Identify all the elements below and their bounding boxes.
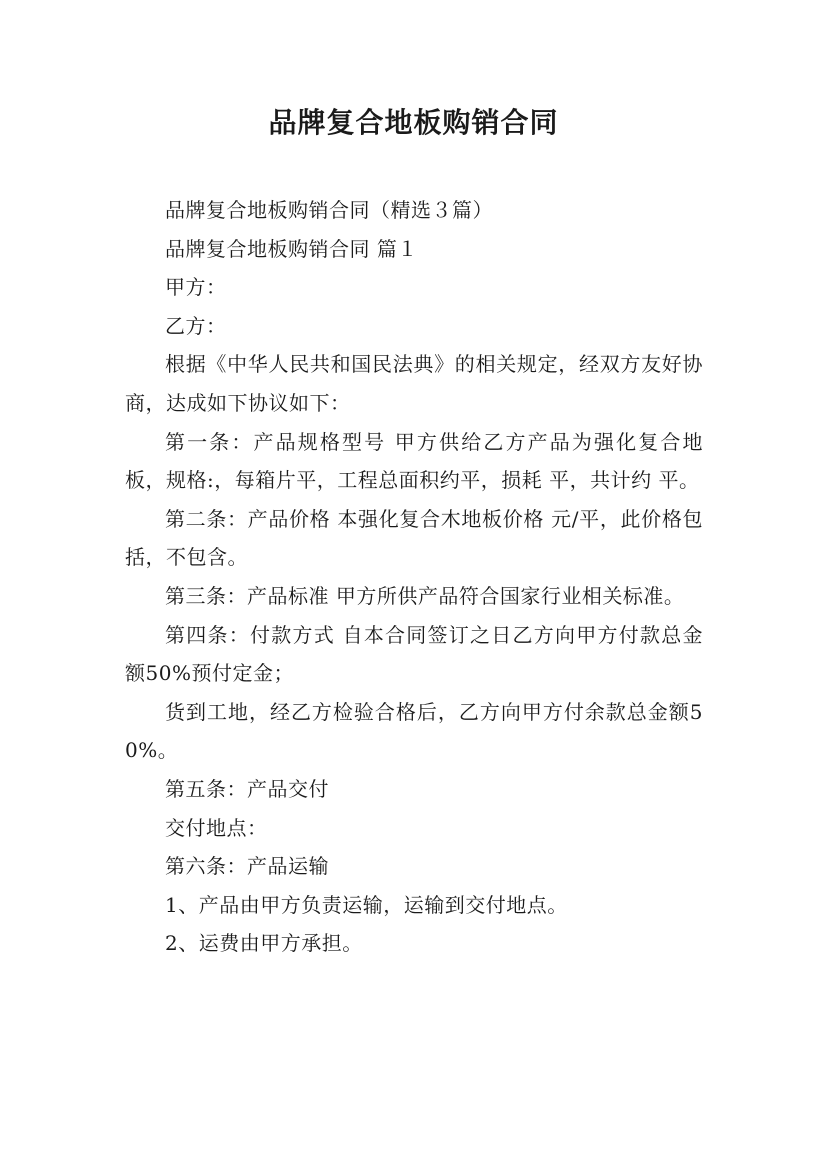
- paragraph-transport-item-1: 1、产品由甲方负责运输，运输到交付地点。: [165, 892, 568, 917]
- paragraph-article-1: 第一条：产品规格型号 甲方供给乙方产品为强化复合地板，规格:，每箱片平，工程总面积约平，损耗 平，共计约 平。: [125, 429, 703, 493]
- paragraph-article-4-balance: 货到工地，经乙方检验合格后，乙方向甲方付余款总金额50%。: [125, 699, 703, 763]
- paragraph-article-4: 第四条：付款方式 自本合同签订之日乙方向甲方付款总金额50%预付定金；: [125, 622, 703, 686]
- paragraph-delivery-location: 交付地点：: [165, 815, 268, 840]
- document-body: [125, 191, 703, 963]
- paragraph-article-3: 第三条：产品标准 甲方所供产品符合国家行业相关标准。: [165, 583, 685, 608]
- paragraph-transport-item-2: 2、运费由甲方承担。: [165, 931, 363, 956]
- paragraph-article-2: 第二条：产品价格 本强化复合木地板价格 元/平，此价格包括，不包含。: [125, 506, 703, 570]
- paragraph-party-b: 乙方：: [165, 313, 227, 338]
- paragraph-preamble: 根据《中华人民共和国民法典》的相关规定，经双方友好协商，达成如下协议如下：: [125, 352, 703, 415]
- document-title: 品牌复合地板购销合同: [268, 106, 559, 139]
- paragraph-article-6: 第六条：产品运输: [165, 854, 329, 879]
- paragraph-subtitle: 品牌复合地板购销合同（精选３篇）: [165, 198, 493, 222]
- paragraph-section-heading: 品牌复合地板购销合同 篇１: [165, 236, 418, 261]
- paragraph-article-5: 第五条：产品交付: [165, 776, 329, 801]
- paragraph-party-a: 甲方：: [165, 275, 227, 300]
